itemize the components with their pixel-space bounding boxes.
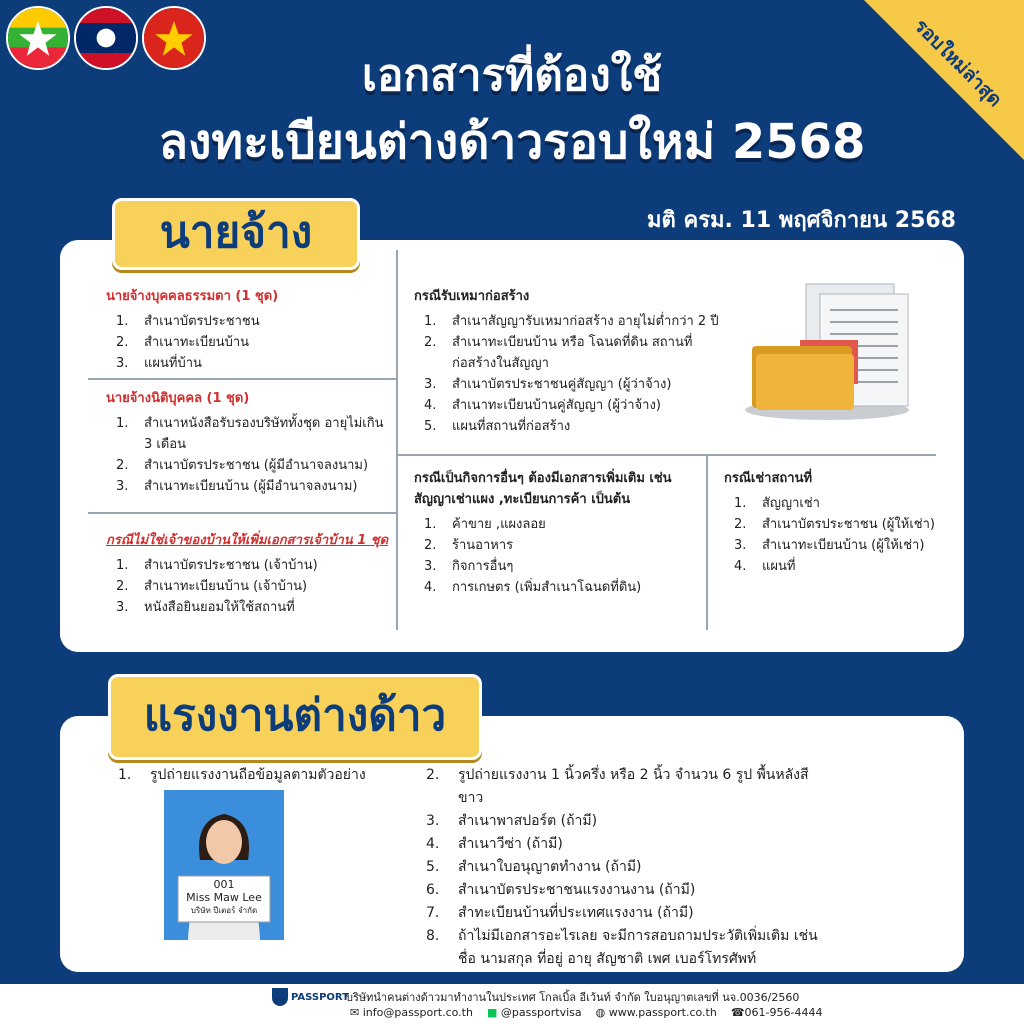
divider	[398, 454, 936, 456]
list-item: 5. แผนที่สถานที่ก่อสร้าง	[424, 419, 571, 434]
list-item: 5. สำเนาใบอนุญาตทำงาน (ถ้ามี)	[426, 859, 642, 875]
worker-badge: แรงงานต่างด้าว	[108, 674, 482, 760]
contact-website[interactable]: ◍ www.passport.co.th	[595, 1006, 717, 1019]
divider	[88, 512, 396, 514]
list-item: 1. สำเนาบัตรประชาชน (เจ้าบ้าน)	[116, 558, 318, 573]
list-item: 2. สำเนาทะเบียนบ้าน	[116, 335, 250, 350]
list-item: 2. รูปถ่ายแรงงาน 1 นิ้วครึ่ง หรือ 2 นิ้ว จำนวน 6 รูป พื้นหลังสีขาว	[426, 767, 809, 806]
page-title-line1: เอกสารที่ต้องใช้	[361, 50, 663, 101]
list-item: 7. สำทะเบียนบ้านที่ประเทศแรงงาน (ถ้ามี)	[426, 905, 694, 921]
list-item: 3. สำเนาบัตรประชาชนคู่สัญญา (ผู้ว่าจ้าง)	[424, 377, 672, 392]
list-item: 3. สำเนาทะเบียนบ้าน (ผู้ให้เช่า)	[734, 538, 925, 553]
line-icon: ■	[486, 1006, 498, 1019]
section-heading: กรณีรับเหมาก่อสร้าง	[414, 289, 530, 304]
other-business-section	[414, 468, 704, 598]
section-heading: นายจ้างบุคคลธรรมดา (1 ชุด)	[106, 289, 279, 304]
section-heading: นายจ้างนิติบุคคล (1 ชุด)	[106, 391, 250, 406]
divider	[396, 250, 398, 630]
footer	[0, 984, 1024, 1024]
sample-worker-photo	[164, 790, 284, 940]
list-item: 1. สัญญาเช่า	[734, 496, 820, 511]
corner-badge-label: รอบใหม่ล่าสุด	[909, 14, 1007, 112]
divider	[88, 378, 396, 380]
worker-item-1	[118, 764, 398, 787]
employer-badge: นายจ้าง	[112, 198, 360, 270]
sign-number: 001	[213, 878, 235, 891]
list-item: 3. แผนที่บ้าน	[116, 356, 202, 371]
list-item: 2. สำเนาทะเบียนบ้าน (เจ้าบ้าน)	[116, 579, 308, 594]
phone-icon: ☎	[730, 1006, 745, 1019]
email-icon: ✉	[350, 1006, 360, 1019]
rental-section	[724, 468, 954, 577]
list-item: 1. รูปถ่ายแรงงานถือข้อมูลตามตัวอย่าง	[118, 767, 366, 783]
passport-logo: PASSPORT	[272, 988, 349, 1006]
list-item: 2. สำเนาบัตรประชาชน (ผู้มีอำนาจลงนาม)	[116, 458, 369, 473]
shield-icon	[272, 988, 288, 1006]
contact-email[interactable]: ✉ info@passport.co.th	[350, 1006, 473, 1019]
list-item: 4. แผนที่	[734, 559, 796, 574]
page-title-line2: ลงทะเบียนต่างด้าวรอบใหม่ 2568	[158, 114, 866, 170]
list-item: 2. สำเนาทะเบียนบ้าน หรือ โฉนดที่ดิน สถานที่ก่อสร้างในสัญญา	[424, 335, 693, 371]
list-item: 1. สำเนาสัญญารับเหมาก่อสร้าง อายุไม่ต่ำกว่า 2 ปี	[424, 314, 719, 329]
employer-individual-section	[106, 286, 392, 374]
employer-juristic-section	[106, 388, 392, 497]
contact-row	[350, 1006, 822, 1019]
construction-section	[414, 286, 734, 437]
list-item: 1. สำเนาหนังสือรับรองบริษัททั้งชุด อายุไม่เกิน 3 เดือน	[116, 416, 384, 452]
list-item: 6. สำเนาบัตรประชาชนแรงงานงาน (ถ้ามี)	[426, 882, 696, 898]
list-item: 3. สำเนาพาสปอร์ต (ถ้ามี)	[426, 813, 598, 829]
sign-name: Miss Maw Lee	[186, 891, 262, 904]
globe-icon: ◍	[595, 1006, 606, 1019]
section-heading: กรณีเป็นกิจการอื่นๆ ต้องมีเอกสารเพิ่มเติม เช่น สัญญาเช่าแผง ,ทะเบียนการค้า เป็นต้น	[414, 471, 672, 507]
section-heading: กรณีเช่าสถานที่	[724, 471, 813, 486]
divider	[706, 456, 708, 630]
list-item: 8. ถ้าไม่มีเอกสารอะไรเลย จะมีการสอบถามประวัติเพิ่มเติม เช่น ชื่อ นามสกุล ที่อยู่ อายุ สัญชาติ เพศ เบอร์โทรศัพท์	[426, 928, 818, 967]
worker-documents-list	[426, 764, 826, 971]
list-item: 3. สำเนาทะเบียนบ้าน (ผู้มีอำนาจลงนาม)	[116, 479, 358, 494]
company-info: บริษัทนำคนต่างด้าวมาทำงานในประเทศ โกลเบิ้ล อีเว้นท์ จำกัด ใบอนุญาตเลขที่ นจ.0036/2560	[346, 991, 800, 1004]
list-item: 2. ร้านอาหาร	[424, 538, 514, 553]
list-item: 3. หนังสือยินยอมให้ใช้สถานที่	[116, 600, 295, 615]
not-owner-section	[106, 530, 392, 618]
list-item: 1. สำเนาบัตรประชาชน	[116, 314, 260, 329]
contact-phone[interactable]: ☎061-956-4444	[730, 1006, 823, 1019]
section-heading: กรณีไม่ใช่เจ้าของบ้านให้เพิ่มเอกสารเจ้าบ้าน 1 ชุด	[106, 533, 389, 548]
documents-folder-icon	[742, 280, 912, 424]
list-item: 1. ค้าขาย ,แผงลอย	[424, 517, 546, 532]
resolution-date: มติ ครม. 11 พฤศจิกายน 2568	[647, 208, 956, 233]
list-item: 2. สำเนาบัตรประชาชน (ผู้ให้เช่า)	[734, 517, 935, 532]
sign-company: บริษัท ปีเตอร์ จำกัด	[190, 906, 258, 915]
list-item: 4. การเกษตร (เพิ่มสำเนาโฉนดที่ดิน)	[424, 580, 642, 595]
list-item: 3. กิจการอื่นๆ	[424, 559, 514, 574]
contact-line[interactable]: ■ @passportvisa	[486, 1006, 582, 1019]
list-item: 4. สำเนาวีซ่า (ถ้ามี)	[426, 836, 563, 852]
list-item: 4. สำเนาทะเบียนบ้านคู่สัญญา (ผู้ว่าจ้าง)	[424, 398, 661, 413]
